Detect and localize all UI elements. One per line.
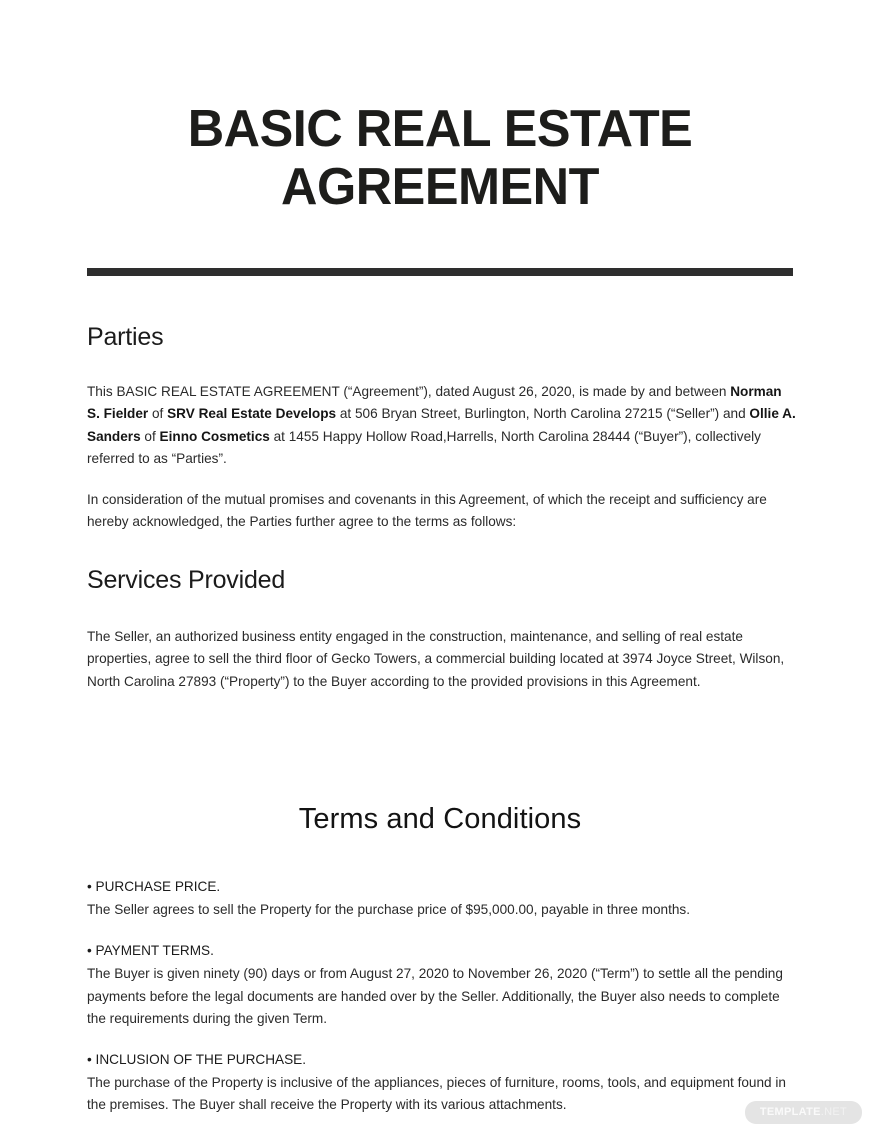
parties-lead-text: This BASIC REAL ESTATE AGREEMENT (“Agreement”), dated August 26, 2020, is made by and between: [87, 384, 731, 399]
term-title: • INCLUSION OF THE PURCHASE.: [87, 1051, 307, 1067]
buyer-name: Ollie A. Sanders: [87, 406, 796, 444]
buyer-company: Einno Cosmetics: [159, 428, 270, 444]
parties-connector-2: at 506 Bryan Street, Burlington, North Carolina 27215 (“Seller”) and: [336, 406, 750, 422]
document-title: BASIC REAL ESTATE AGREEMENT: [187, 100, 693, 216]
parties-paragraph-1: [87, 381, 797, 470]
section-heading-parties: Parties: [87, 323, 164, 351]
seller-company: SRV Real Estate Develops: [167, 406, 337, 422]
title-divider-rule: [87, 268, 793, 276]
term-item: [87, 1049, 799, 1117]
watermark-brand: TEMPLATE: [759, 1106, 821, 1118]
term-body: The Buyer is given ninety (90) days or from August 27, 2020 to November 26, 2020 (“Term”) to settle all the pending payments before the legal documents are handed over by the Seller. Additionally, the Buyer also needs to complete the requirements during the given Term.: [87, 966, 783, 1026]
term-title: • PURCHASE PRICE.: [87, 879, 221, 894]
term-item: [87, 940, 799, 1030]
parties-tail-text: at 1455 Happy Hollow Road,Harrells, North Carolina 28444 (“Buyer”), collectively referred to as “Parties”.: [87, 428, 761, 466]
terms-and-conditions-list: [87, 876, 799, 1117]
section-heading-services-provided: Services Provided: [87, 566, 286, 594]
section-heading-terms-and-conditions: Terms and Conditions: [298, 803, 582, 835]
term-body: The Seller agrees to sell the Property for the purchase price of $95,000.00, payable in three months.: [87, 902, 691, 918]
term-body: The purchase of the Property is inclusive of the appliances, pieces of furniture, rooms, tools, and equipment found in the premises. The Buyer shall receive the Property with its various attachments.: [87, 1075, 786, 1113]
term-item: [87, 876, 799, 922]
parties-paragraph-2: In consideration of the mutual promises and covenants in this Agreement, of which the receipt and sufficiency are hereby acknowledged, the Parties further agree to the terms as follows:: [87, 492, 767, 530]
services-provided-paragraph: The Seller, an authorized business entity engaged in the construction, maintenance, and selling of real estate properties, agree to sell the third floor of Gecko Towers, a commercial building located at 3974 Joyce Street, Wilson, North Carolina 27893 (“Property”) to the Buyer according to the provided provisions in this Agreement.: [87, 629, 785, 689]
template-net-watermark: [745, 1101, 862, 1124]
watermark-tld: .NET: [820, 1106, 847, 1118]
parties-connector-1: of: [148, 406, 168, 422]
term-title: • PAYMENT TERMS.: [87, 943, 214, 959]
seller-name: Norman S. Fielder: [87, 384, 782, 422]
parties-connector-3: of: [140, 428, 160, 444]
